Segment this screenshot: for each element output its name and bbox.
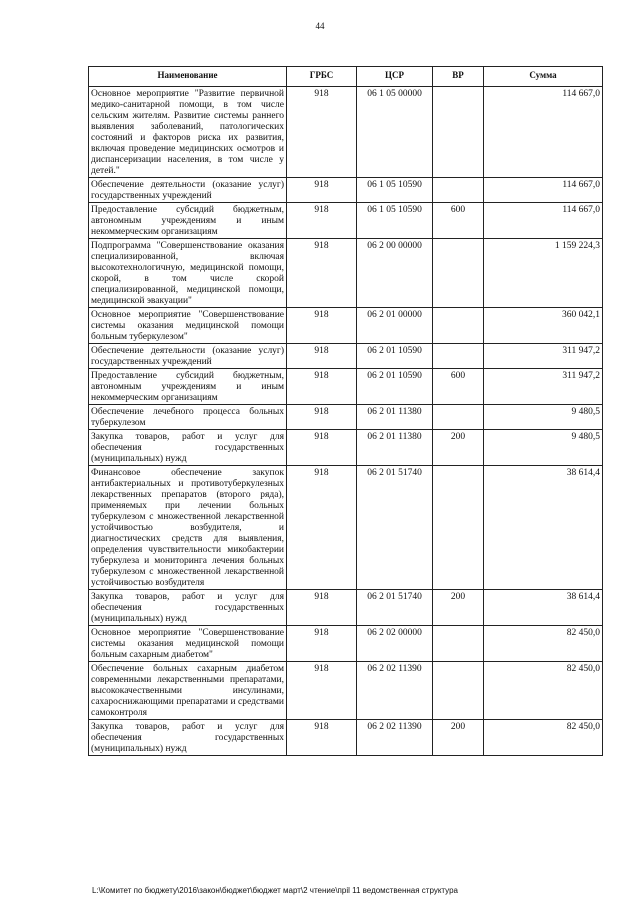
row-vr-cell: 600 [433, 203, 484, 239]
row-grbs-cell: 918 [287, 308, 357, 344]
row-vr-cell: 200 [433, 590, 484, 626]
row-sum-cell: 360 042,1 [484, 308, 603, 344]
row-sum-cell: 9 480,5 [484, 430, 603, 466]
row-grbs-cell: 918 [287, 720, 357, 756]
row-grbs-cell: 918 [287, 626, 357, 662]
row-vr-cell [433, 344, 484, 369]
table-row [89, 626, 603, 662]
row-grbs-cell: 918 [287, 430, 357, 466]
row-sum-cell: 311 947,2 [484, 344, 603, 369]
table-row [89, 308, 603, 344]
row-name-cell: Обеспечение лечебного процесса больных туберкулезом [89, 405, 287, 430]
row-grbs-cell: 918 [287, 344, 357, 369]
table-row [89, 369, 603, 405]
header-grbs: ГРБС [287, 67, 357, 87]
row-name-cell: Предоставление субсидий бюджетным, автономным учреждениям и иным некоммерческим организациям [89, 203, 287, 239]
row-sum-cell: 82 450,0 [484, 662, 603, 720]
row-name-cell: Основное мероприятие "Развитие первичной медико-санитарной помощи, в том числе сельским жителям. Развитие системы раннего выявления заболеваний, патологических состояний и факторов риска их развития, включая проведение медицинских осмотров и диспансеризации населения, в том числе у детей." [89, 87, 287, 178]
row-grbs-cell: 918 [287, 590, 357, 626]
table-row [89, 239, 603, 308]
table-row [89, 430, 603, 466]
row-vr-cell [433, 178, 484, 203]
table-row [89, 466, 603, 590]
row-grbs-cell: 918 [287, 466, 357, 590]
row-vr-cell [433, 405, 484, 430]
row-vr-cell [433, 87, 484, 178]
row-name-cell: Подпрограмма "Совершенствование оказания специализированной, включая высокотехнологичную, медицинской помощи, скорой, в том числе скорой специализированной, медицинской помощи, медицинской эвакуации" [89, 239, 287, 308]
table-row [89, 405, 603, 430]
row-csr-cell: 06 2 00 00000 [357, 239, 433, 308]
row-grbs-cell: 918 [287, 662, 357, 720]
footer-file-path: L:\Комитет по бюджету\2016\закон\бюджет\бюджет март\2 чтение\прil 11 ведомственная структура [92, 886, 458, 895]
row-csr-cell: 06 2 01 51740 [357, 590, 433, 626]
row-sum-cell: 82 450,0 [484, 626, 603, 662]
header-name: Наименование [89, 67, 287, 87]
row-name-cell: Основное мероприятие "Совершенствование системы оказания медицинской помощи больным сахарным диабетом" [89, 626, 287, 662]
row-grbs-cell: 918 [287, 178, 357, 203]
row-name-cell: Закупка товаров, работ и услуг для обеспечения государственных (муниципальных) нужд [89, 430, 287, 466]
budget-table [88, 66, 603, 756]
row-sum-cell: 114 667,0 [484, 203, 603, 239]
table-row [89, 590, 603, 626]
row-sum-cell: 9 480,5 [484, 405, 603, 430]
row-sum-cell: 38 614,4 [484, 466, 603, 590]
row-grbs-cell: 918 [287, 87, 357, 178]
table-row [89, 178, 603, 203]
header-sum: Сумма [484, 67, 603, 87]
row-name-cell: Обеспечение больных сахарным диабетом современными лекарственными препаратами, высококачественными инсулинами, сахароснижающими препаратами и средствами самоконтроля [89, 662, 287, 720]
row-grbs-cell: 918 [287, 369, 357, 405]
row-csr-cell: 06 2 02 00000 [357, 626, 433, 662]
row-vr-cell: 200 [433, 720, 484, 756]
table-row [89, 344, 603, 369]
row-vr-cell: 600 [433, 369, 484, 405]
row-grbs-cell: 918 [287, 405, 357, 430]
row-vr-cell [433, 308, 484, 344]
row-vr-cell [433, 466, 484, 590]
row-vr-cell [433, 662, 484, 720]
row-csr-cell: 06 2 01 11380 [357, 405, 433, 430]
row-csr-cell: 06 2 02 11390 [357, 720, 433, 756]
row-csr-cell: 06 2 01 51740 [357, 466, 433, 590]
row-vr-cell [433, 626, 484, 662]
table-header-row [89, 67, 603, 87]
row-name-cell: Закупка товаров, работ и услуг для обеспечения государственных (муниципальных) нужд [89, 590, 287, 626]
row-name-cell: Обеспечение деятельности (оказание услуг) государственных учреждений [89, 178, 287, 203]
row-name-cell: Основное мероприятие "Совершенствование системы оказания медицинской помощи больным туберкулезом" [89, 308, 287, 344]
row-sum-cell: 1 159 224,3 [484, 239, 603, 308]
row-csr-cell: 06 1 05 10590 [357, 203, 433, 239]
row-csr-cell: 06 2 01 11380 [357, 430, 433, 466]
row-csr-cell: 06 2 02 11390 [357, 662, 433, 720]
table-row [89, 87, 603, 178]
header-vr: ВР [433, 67, 484, 87]
row-csr-cell: 06 2 01 10590 [357, 369, 433, 405]
row-name-cell: Закупка товаров, работ и услуг для обеспечения государственных (муниципальных) нужд [89, 720, 287, 756]
row-sum-cell: 114 667,0 [484, 87, 603, 178]
row-sum-cell: 38 614,4 [484, 590, 603, 626]
row-grbs-cell: 918 [287, 203, 357, 239]
row-name-cell: Обеспечение деятельности (оказание услуг) государственных учреждений [89, 344, 287, 369]
row-vr-cell [433, 239, 484, 308]
row-grbs-cell: 918 [287, 239, 357, 308]
row-csr-cell: 06 2 01 00000 [357, 308, 433, 344]
row-csr-cell: 06 1 05 00000 [357, 87, 433, 178]
table-body [89, 87, 603, 756]
header-csr: ЦСР [357, 67, 433, 87]
row-name-cell: Финансовое обеспечение закупок антибактериальных и противотуберкулезных лекарственных препаратов (второго ряда), применяемых при лечении больных туберкулезом с множественной лекарственной устойчивостью возбудителя, и диагностических средств для выявления, определения чувствительности микобактерии туберкулеза и мониторинга лечения больных туберкулезом с множественной лекарственной устойчивостью возбудителя [89, 466, 287, 590]
page-number: 44 [315, 21, 325, 31]
row-vr-cell: 200 [433, 430, 484, 466]
row-name-cell: Предоставление субсидий бюджетным, автономным учреждениям и иным некоммерческим организациям [89, 369, 287, 405]
row-sum-cell: 114 667,0 [484, 178, 603, 203]
table-row [89, 203, 603, 239]
row-csr-cell: 06 2 01 10590 [357, 344, 433, 369]
row-csr-cell: 06 1 05 10590 [357, 178, 433, 203]
table-row [89, 662, 603, 720]
row-sum-cell: 82 450,0 [484, 720, 603, 756]
row-sum-cell: 311 947,2 [484, 369, 603, 405]
table-row [89, 720, 603, 756]
